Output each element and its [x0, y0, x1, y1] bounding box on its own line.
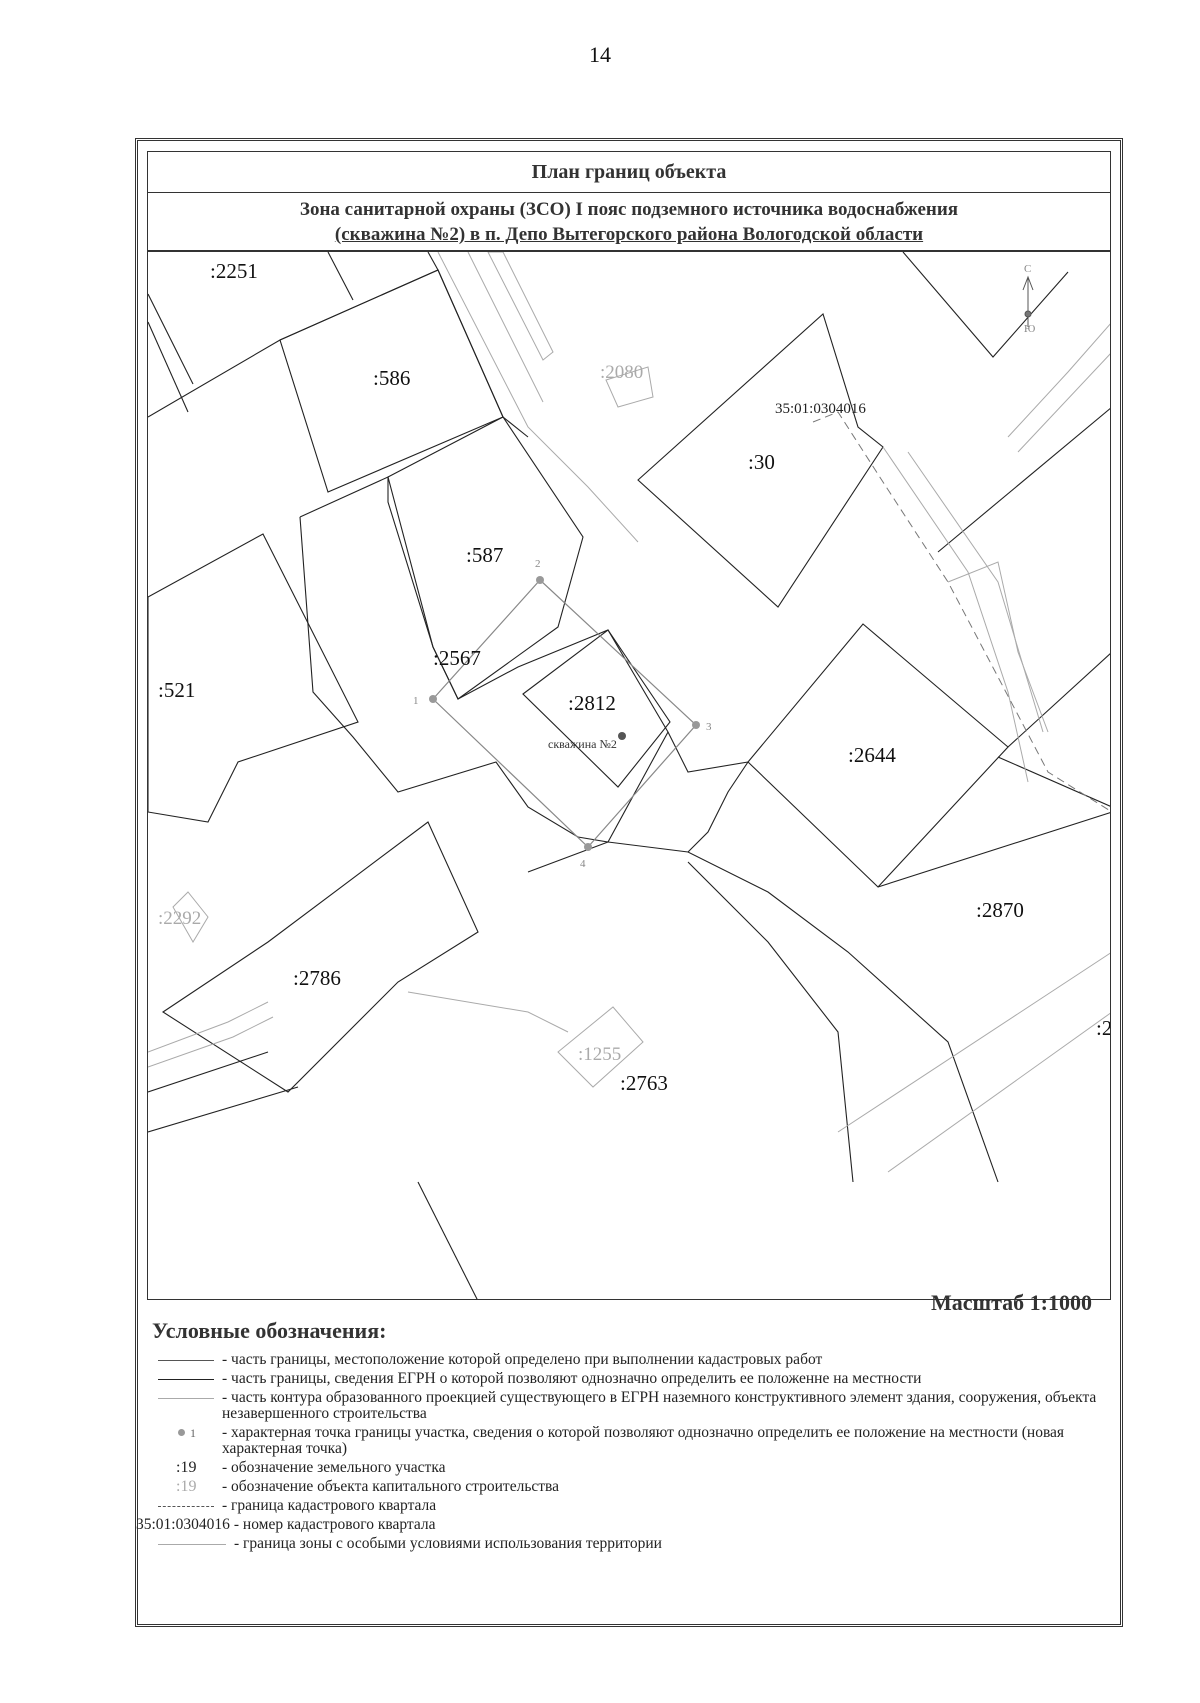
label-2786: :2786 [293, 966, 341, 990]
boundary-line [148, 1087, 298, 1132]
boundary-line [938, 407, 1111, 552]
legend-item [150, 1479, 1110, 1495]
label-2292: :2292 [158, 908, 202, 929]
legend-text: - граница кадастрового квартала [222, 1497, 437, 1514]
legend-text: - номер кадастрового квартала [233, 1516, 436, 1533]
legend-item [150, 1425, 1110, 1457]
map-labels [158, 259, 1111, 1095]
boundary-line [148, 294, 193, 384]
point-2 [536, 576, 544, 584]
point-3 [692, 721, 700, 729]
structure-line [408, 992, 568, 1032]
quarter-code-symbol: 35:01:0304016 [136, 1516, 230, 1533]
building-code-symbol: :19 [176, 1478, 197, 1495]
structure-line [1008, 322, 1111, 437]
cadastral-map [147, 251, 1111, 1300]
legend-item [150, 1536, 1110, 1552]
plan-subtitle [147, 193, 1111, 251]
label-2: :2 [1096, 1016, 1112, 1040]
label-586: :586 [373, 366, 411, 390]
point-label-3: 3 [706, 721, 712, 733]
structure-line [888, 1012, 1111, 1172]
legend-item [150, 1390, 1110, 1422]
parcel-code-symbol: :19 [176, 1459, 197, 1476]
legend-item [150, 1460, 1110, 1476]
north-arrow-icon [1023, 277, 1033, 327]
boundary-line [148, 322, 188, 412]
legend-title: Условные обозначения: [152, 1318, 387, 1343]
road-edge [688, 862, 853, 1182]
point-symbol-label: 1 [190, 1426, 196, 1440]
map-drawing [148, 252, 1111, 1300]
point-symbol [178, 1429, 185, 1436]
structure-line [883, 447, 1028, 782]
subtitle-line-1: Зона санитарной охраны (ЗСО) I пояс подземного источника водоснабжения [299, 199, 959, 220]
north-label: С [1024, 263, 1032, 275]
label-2763: :2763 [620, 1071, 668, 1095]
structure-line [438, 252, 638, 542]
structure-line [948, 562, 1048, 732]
boundary-line [418, 1182, 478, 1300]
legend-text: - граница зоны с особыми условиями использования территории [234, 1535, 662, 1552]
line-symbol [158, 1398, 214, 1399]
legend-text: - часть границы, местоположение которой определено при выполнении кадастровых работ [222, 1351, 823, 1368]
point-label-4: 4 [580, 858, 586, 870]
line-symbol [158, 1544, 226, 1545]
legend-item [150, 1498, 1110, 1514]
label-2812: :2812 [568, 691, 616, 715]
parcel-boundaries [148, 252, 1111, 1300]
label-587: :587 [466, 543, 504, 567]
map-scale: Масштаб 1:1000 [930, 1290, 1092, 1315]
boundary-line [528, 842, 608, 872]
page-number: 14 [589, 42, 611, 67]
point-label-1: 1 [413, 695, 419, 707]
boundary-line [668, 732, 748, 772]
label-2080: :2080 [600, 362, 644, 383]
road-edge [688, 762, 748, 852]
legend-text: - характерная точка границы участка, сведения о которой позволяют однозначно определить ее положение на местности (новая характерная точка) [222, 1424, 1065, 1457]
legend-text: - часть контура образованного проекцией существующего в ЕГРН наземного конструктивного элемент здания, сооружения, объекта незавершенного строительства [222, 1389, 1097, 1422]
point-label-2: 2 [535, 558, 541, 570]
boundary-line [328, 252, 353, 300]
boundary-line [998, 757, 1111, 807]
point-labels [413, 263, 1035, 870]
label-1255: :1255 [578, 1044, 622, 1065]
boundary-line [428, 252, 438, 270]
boundary-line [148, 1052, 268, 1092]
point-1 [429, 695, 437, 703]
plan-title: План границ объекта [147, 151, 1111, 193]
parcel-2567 [300, 477, 668, 842]
label-2251: :2251 [210, 259, 258, 283]
boundary-line [148, 270, 528, 437]
legend-item [136, 1516, 1110, 1533]
legend [136, 1351, 1110, 1555]
legend-text: - обозначение земельного участка [222, 1459, 446, 1476]
road-edge [608, 842, 998, 1182]
structure-line [1018, 352, 1111, 452]
label-521: :521 [158, 678, 196, 702]
structure-line [468, 252, 543, 402]
label-2567: :2567 [433, 646, 481, 670]
line-symbol [158, 1379, 214, 1380]
parcel-2786 [163, 822, 478, 1092]
well-label: скважина №2 [548, 737, 617, 751]
label-2870: :2870 [976, 898, 1024, 922]
subtitle-line-2: (скважина №2) в п. Депо Вытегорского района Вологодской области [334, 224, 924, 245]
well-marker [618, 732, 626, 740]
legend-item [150, 1352, 1110, 1368]
south-label: Ю [1024, 323, 1036, 335]
boundary-line [903, 252, 1068, 357]
legend-text: - часть границы, сведения ЕГРН о которой позволяют однозначно определить ее положенне на местности [222, 1370, 922, 1387]
structure-line [488, 252, 553, 360]
quarter-number: 35:01:0304016 [775, 401, 866, 417]
legend-text: - обозначение объекта капитального строительства [222, 1478, 560, 1495]
line-symbol [158, 1360, 214, 1361]
point-4 [584, 843, 592, 851]
legend-item [150, 1371, 1110, 1387]
label-30: :30 [748, 450, 775, 474]
line-symbol [158, 1506, 214, 1507]
structure-line [908, 452, 1043, 732]
label-2644: :2644 [848, 743, 896, 767]
boundary-points [429, 576, 700, 851]
